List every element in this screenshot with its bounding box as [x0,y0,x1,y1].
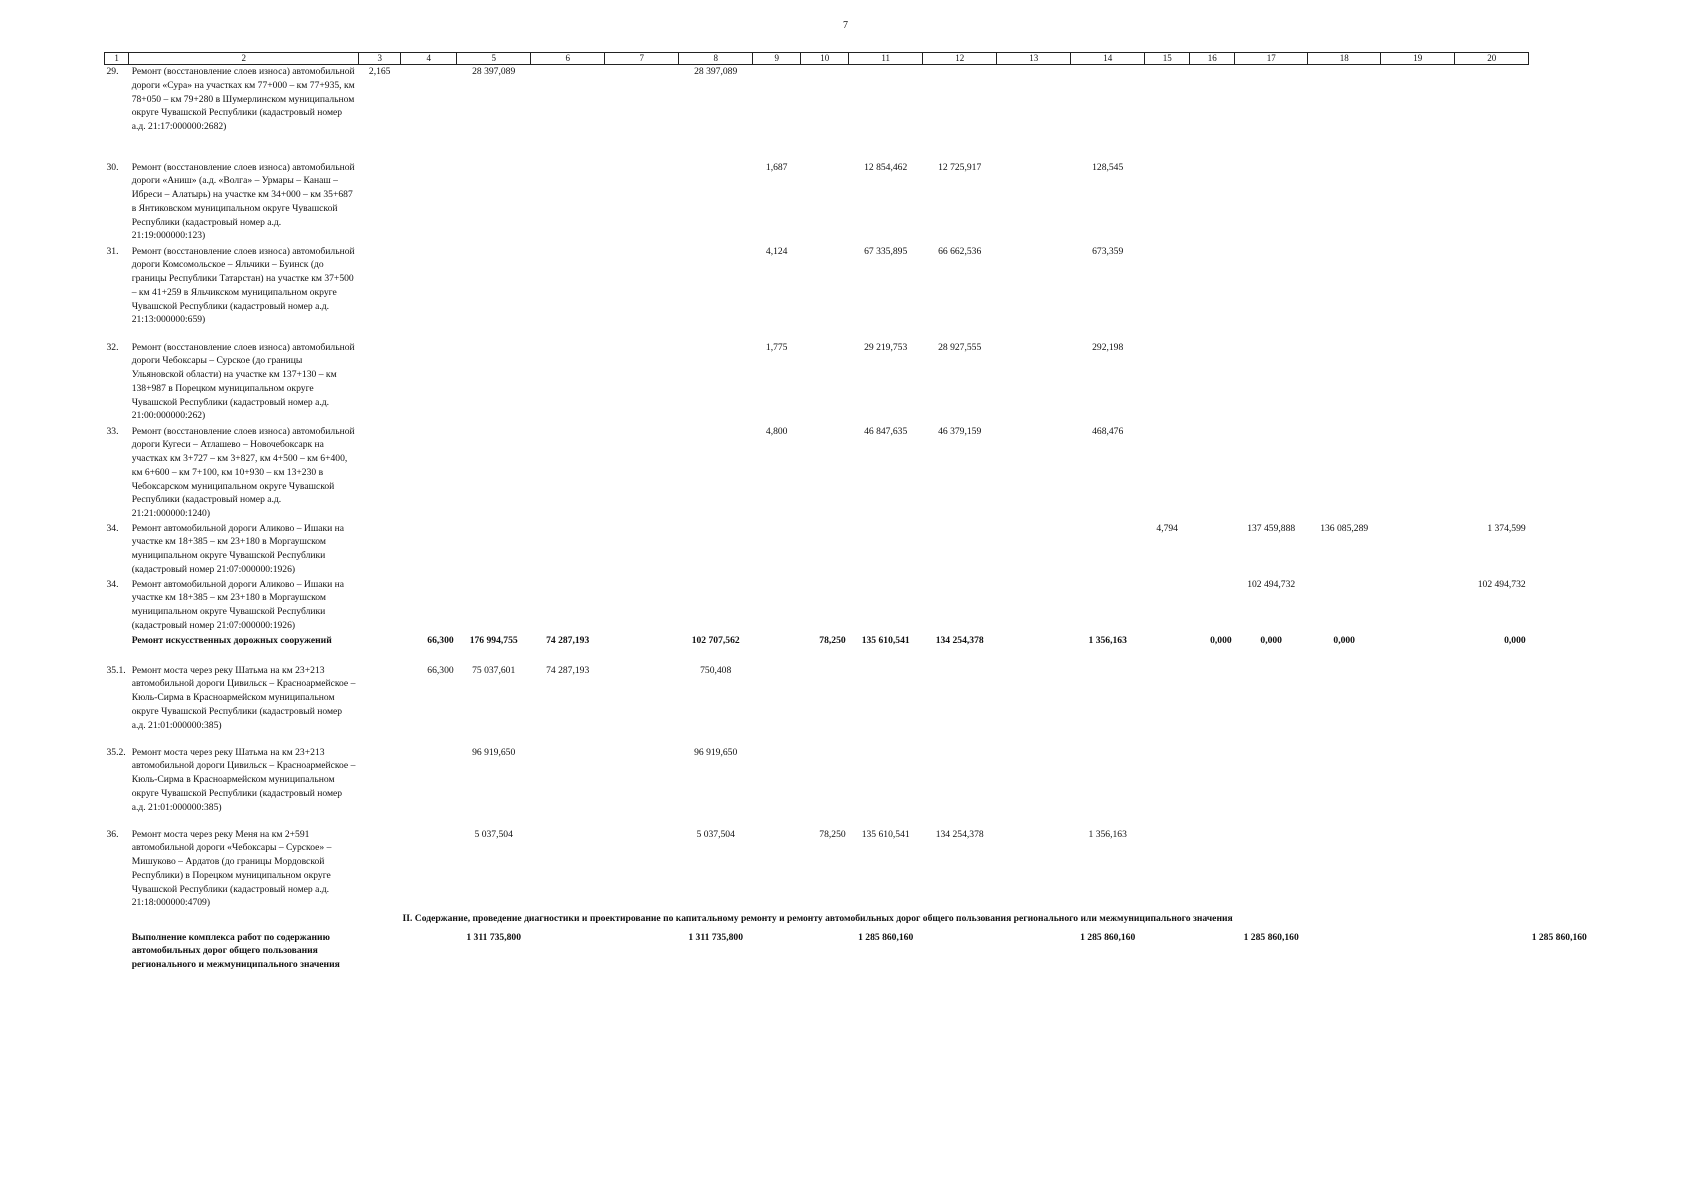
header-cell: 16 [1190,53,1235,65]
value-cell [531,65,605,161]
value-cell [1529,522,1590,578]
value-cell: 0,000 [1504,634,1526,646]
value-cell [1455,161,1529,245]
value-cell [605,245,679,341]
value-cell: 4,124 [765,245,788,257]
value-cell: 1 285 860,160 [1531,931,1587,943]
value-cell [1381,425,1455,522]
value-cell: 1 311 735,800 [466,931,521,943]
header-cell: 4 [401,53,457,65]
row-description: Ремонт моста через реку Шатьма на км 23+213 автомобильной дороги Цивильск – Красноармейское – Кюль-Сирма в Красноармейском муниципальном округе Чувашской Республики (кадастровый номер а.д. 21:01:000000:385) [131,664,356,731]
value-cell [1308,664,1381,746]
value-cell: 1 285 860,160 [1243,931,1299,943]
value-cell [997,634,1071,664]
value-cell [401,746,457,828]
value-cell [1071,664,1145,746]
table-row [105,578,1590,634]
header-cell: 3 [359,53,401,65]
value-cell [531,425,605,522]
header-cell: 5 [457,53,531,65]
value-cell [849,65,923,161]
row-number: 30. [106,161,119,173]
value-cell [605,341,679,425]
value-cell [1071,65,1145,161]
value-cell: 5 037,504 [696,828,735,840]
value-cell [1190,341,1235,425]
value-cell [359,931,401,991]
value-cell [923,746,997,828]
value-cell [1529,65,1590,161]
table-row [105,341,1590,425]
value-cell: 137 459,888 [1247,522,1296,534]
header-cell: 6 [531,53,605,65]
value-cell [1381,245,1455,341]
value-cell [1529,746,1590,828]
value-cell [457,341,531,425]
subtotal-row [105,931,1590,991]
value-cell: 66,300 [427,664,454,676]
value-cell [1145,65,1190,161]
value-cell: 75 037,601 [472,664,516,676]
row-number: 34. [106,578,119,590]
value-cell [401,425,457,522]
value-cell: 74 287,193 [546,634,590,646]
header-cell: 12 [923,53,997,65]
value-cell: 78,250 [819,828,846,840]
table-body [105,53,1590,991]
value-cell [1455,425,1529,522]
value-cell [1190,746,1235,828]
value-cell [753,65,801,161]
value-cell [605,664,679,746]
header-cell: 9 [753,53,801,65]
value-cell [1381,931,1455,991]
value-cell [753,634,801,664]
value-cell [1145,161,1190,245]
row-number: 29. [106,66,119,77]
row-description: Выполнение комплекса работ по содержанию автомобильных дорог общего пользования регионального и межмуниципального значения [131,931,340,971]
value-cell: 102 707,562 [691,634,740,646]
value-cell: 67 335,895 [864,245,908,257]
value-cell [753,522,801,578]
value-cell [1235,746,1308,828]
value-cell [1235,425,1308,522]
value-cell [457,578,531,634]
row-number: 31. [106,245,119,257]
value-cell [849,664,923,746]
value-cell [679,578,753,634]
value-cell [1071,578,1145,634]
value-cell [401,65,457,161]
value-cell: 1 374,599 [1487,522,1526,534]
value-cell [1145,634,1190,664]
value-cell [1190,425,1235,522]
value-cell [1235,245,1308,341]
header-cell: 14 [1071,53,1145,65]
value-cell [1308,425,1381,522]
value-cell [1381,161,1455,245]
table-row [105,65,1590,161]
value-cell [1308,746,1381,828]
header-row [105,53,1590,65]
value-cell [457,161,531,245]
value-cell [531,245,605,341]
value-cell: 12 854,462 [864,161,908,173]
row-description: Ремонт искусственных дорожных сооружений [131,634,332,646]
value-cell: 128,545 [1092,161,1124,173]
value-cell: 102 494,732 [1247,578,1296,590]
value-cell [1381,578,1455,634]
table-row [105,161,1590,245]
value-cell [1455,245,1529,341]
value-cell: 46 379,159 [938,425,982,437]
value-cell: 66 662,536 [938,245,982,257]
value-cell [1381,341,1455,425]
value-cell [1529,828,1590,912]
value-cell [1145,828,1190,912]
value-cell [1529,341,1590,425]
header-cell: 20 [1455,53,1529,65]
header-cell: 10 [801,53,849,65]
value-cell [679,425,753,522]
value-cell [997,522,1071,578]
value-cell [1455,65,1529,161]
value-cell [1455,746,1529,828]
value-cell [359,746,401,828]
value-cell [1308,578,1381,634]
value-cell [753,664,801,746]
section-heading-row [105,912,1590,931]
value-cell [531,931,605,991]
value-cell [1071,746,1145,828]
value-cell [457,522,531,578]
value-cell [1190,664,1235,746]
value-cell [801,522,849,578]
value-cell: 673,359 [1092,245,1124,257]
value-cell [1381,522,1455,578]
value-cell [605,65,679,161]
value-cell: 1,775 [765,341,788,353]
value-cell [1529,245,1590,341]
row-number: 36. [106,828,119,840]
header-cell: 8 [679,53,753,65]
value-cell [1529,578,1590,634]
value-cell [1235,828,1308,912]
row-description: Ремонт моста через реку Меня на км 2+591 автомобильной дороги «Чебоксары – Сурское» – Мишуково – Ардатов (до границы Мордовской Республики) в Порецком муниципальном округе Чувашской Республики (кадастровый номер а.д. 21:18:000000:4709) [131,828,332,909]
header-cell: 15 [1145,53,1190,65]
value-cell [1190,245,1235,341]
row-number: 35.2. [106,746,126,758]
value-cell [1145,746,1190,828]
value-cell: 0,000 [1210,634,1232,646]
row-number: 32. [106,341,119,353]
value-cell: 12 725,917 [938,161,982,173]
value-cell: 29 219,753 [864,341,908,353]
value-cell [1381,828,1455,912]
table-row [105,425,1590,522]
value-cell [1235,341,1308,425]
value-cell: 46 847,635 [864,425,908,437]
value-cell [801,161,849,245]
value-cell [1381,634,1455,664]
value-cell [801,931,849,991]
value-cell [1381,746,1455,828]
value-cell: 750,408 [700,664,732,676]
row-number: 35.1. [106,664,126,676]
value-cell [1381,65,1455,161]
value-cell [401,341,457,425]
value-cell [1145,245,1190,341]
table-row [105,245,1590,341]
value-cell [849,746,923,828]
value-cell [1455,828,1529,912]
value-cell: 134 254,378 [935,634,984,646]
value-cell [401,522,457,578]
value-cell [359,245,401,341]
value-cell: 1 311 735,800 [688,931,743,943]
value-cell: 102 494,732 [1477,578,1526,590]
header-cell: 19 [1381,53,1455,65]
value-cell [1235,65,1308,161]
row-number: 34. [106,522,119,534]
value-cell [531,578,605,634]
row-description: Ремонт автомобильной дороги Аликово – Ишаки на участке км 18+385 – км 23+180 в Моргаушском муниципальном округе Чувашской Республики (кадастровый номер 21:07:000000:1926) [131,578,345,631]
row-number [105,634,129,664]
value-cell [997,828,1071,912]
value-cell: 135 610,541 [861,828,910,840]
value-cell [849,522,923,578]
value-cell [605,828,679,912]
value-cell: 1 356,163 [1088,828,1127,840]
row-description: Ремонт (восстановление слоев износа) автомобильной дороги Чебоксары – Сурское (до границы Ульяновской области) на участке км 137+130 – км 138+987 в Порецком муниципальном округе Чувашской Республики (кадастровый номер а.д. 21:00:000000:262) [131,341,355,422]
value-cell [605,522,679,578]
value-cell [1455,931,1529,991]
value-cell [1308,65,1381,161]
header-cell: 2 [129,53,359,65]
value-cell [801,746,849,828]
value-cell [1235,161,1308,245]
value-cell [801,425,849,522]
value-cell [1145,931,1190,991]
value-cell [753,828,801,912]
value-cell [605,634,679,664]
value-cell: 28 927,555 [938,341,982,353]
value-cell [1529,664,1590,746]
value-cell [997,65,1071,161]
value-cell [359,578,401,634]
value-cell [401,828,457,912]
value-cell: 4,800 [765,425,788,437]
value-cell [605,425,679,522]
value-cell [1190,161,1235,245]
value-cell [923,522,997,578]
value-cell [1529,161,1590,245]
table-row [105,522,1590,578]
value-cell [679,522,753,578]
value-cell: 0,000 [1333,634,1355,646]
value-cell: 468,476 [1092,425,1124,437]
value-cell [1145,664,1190,746]
value-cell [1235,664,1308,746]
value-cell: 134 254,378 [935,828,984,840]
value-cell [1071,522,1145,578]
row-description: Ремонт автомобильной дороги Аликово – Ишаки на участке км 18+385 – км 23+180 в Моргаушском муниципальном округе Чувашской Республики (кадастровый номер 21:07:000000:1926) [131,522,345,575]
value-cell [605,578,679,634]
value-cell [1190,65,1235,161]
value-cell [531,828,605,912]
value-cell [997,578,1071,634]
header-cell: 17 [1235,53,1308,65]
value-cell [605,746,679,828]
value-cell [359,634,401,664]
value-cell [923,578,997,634]
row-description: Ремонт (восстановление слоев износа) автомобильной дороги Комсомольское – Яльчики – Буинск (до границы Республики Татарстан) на участке км 37+500 – км 41+259 в Яльчикском муниципальном округе Чувашской Республики (кадастровый номер а.д. 21:13:000000:659) [131,245,355,326]
value-cell: 66,300 [427,634,454,646]
value-cell: 1,687 [765,161,788,173]
value-cell [923,664,997,746]
value-cell: 28 397,089 [694,66,738,77]
value-cell [401,578,457,634]
row-number: 33. [106,425,119,437]
value-cell [801,245,849,341]
value-cell: 176 994,755 [469,634,518,646]
value-cell [801,341,849,425]
value-cell [401,161,457,245]
value-cell [1190,828,1235,912]
value-cell [457,425,531,522]
value-cell [605,161,679,245]
value-cell: 5 037,504 [474,828,513,840]
value-cell: 1 285 860,160 [858,931,914,943]
value-cell [1145,425,1190,522]
row-number [105,931,129,991]
value-cell [1308,341,1381,425]
value-cell [359,664,401,746]
value-cell [1190,931,1235,991]
value-cell: 96 919,650 [694,746,738,758]
value-cell [1529,634,1590,664]
value-cell [753,746,801,828]
value-cell [801,578,849,634]
value-cell: 4,794 [1156,522,1178,534]
value-cell [1145,578,1190,634]
value-cell [849,578,923,634]
value-cell [1190,578,1235,634]
value-cell [997,245,1071,341]
value-cell: 1 356,163 [1088,634,1127,646]
row-description: Ремонт (восстановление слоев износа) автомобильной дороги «Аниш» (а.д. «Волга» – Урмары – Канаш – Ибреси – Алатырь) на участке км 34+000 – км 35+687 в Янтиковском муниципальном округе Чувашской Республики (кадастровый номер а.д. 21:19:000000:123) [131,161,355,242]
value-cell [457,245,531,341]
value-cell [359,828,401,912]
value-cell [753,931,801,991]
value-cell: 96 919,650 [472,746,516,758]
value-cell [401,245,457,341]
value-cell [679,341,753,425]
value-cell [679,161,753,245]
value-cell [359,341,401,425]
page-number: 7 [843,20,848,31]
value-cell [359,425,401,522]
value-cell [801,65,849,161]
value-cell: 1 285 860,160 [1080,931,1136,943]
table-row [105,746,1590,828]
value-cell: 135 610,541 [861,634,910,646]
row-description: Ремонт моста через реку Шатьма на км 23+213 автомобильной дороги Цивильск – Красноармейское – Кюль-Сирма в Красноармейском муниципальном округе Чувашской Республики (кадастровый номер а.д. 21:01:000000:385) [131,746,356,813]
table-row [105,828,1590,912]
value-cell [1145,341,1190,425]
value-cell [401,931,457,991]
value-cell [531,746,605,828]
value-cell [531,161,605,245]
value-cell [359,522,401,578]
header-cell: 13 [997,53,1071,65]
budget-table [104,52,1590,991]
value-cell [1308,161,1381,245]
header-cell: 1 [105,53,129,65]
value-cell [1190,522,1235,578]
value-cell [1308,245,1381,341]
value-cell: 78,250 [819,634,846,646]
table-row [105,664,1590,746]
header-cell: 11 [849,53,923,65]
value-cell [997,161,1071,245]
value-cell [923,65,997,161]
value-cell [801,664,849,746]
section-heading: II. Содержание, проведение диагностики и проектирование по капитальному ремонту и ремонту автомобильных дорог общего пользования регионального или межмуниципального значения [402,912,1233,924]
value-cell [997,341,1071,425]
row-description: Ремонт (восстановление слоев износа) автомобильной дороги Кугеси – Атлашево – Новочебоксарк на участках км 3+727 – км 3+827, км 4+500 – км 6+400, км 6+600 – км 7+100, км 10+930 – км 13+230 в Чебоксарском муниципальном округе Чувашской Республики (кадастровый номер а.д. 21:21:000000:1240) [131,425,355,520]
value-cell [531,522,605,578]
value-cell: 292,198 [1092,341,1124,353]
value-cell [1455,664,1529,746]
value-cell [605,931,679,991]
value-cell [997,746,1071,828]
value-cell [997,931,1071,991]
value-cell [531,341,605,425]
value-cell: 136 085,289 [1320,522,1369,534]
value-cell [753,578,801,634]
value-cell [1455,341,1529,425]
value-cell: 74 287,193 [546,664,590,676]
value-cell [1381,664,1455,746]
value-cell [923,931,997,991]
value-cell [1529,425,1590,522]
value-cell [997,425,1071,522]
value-cell [1308,828,1381,912]
header-cell: 18 [1308,53,1381,65]
row-description: Ремонт (восстановление слоев износа) автомобильной дороги «Сура» на участках км 77+000 – км 77+935, км 78+050 – км 79+280 в Шумерлинском муниципальном округе Чувашской Республики (кадастровый номер а.д. 21:17:000000:2682) [131,66,355,133]
subtotal-row [105,634,1590,664]
value-cell: 28 397,089 [472,66,516,77]
value-cell [359,161,401,245]
value-cell [679,245,753,341]
header-cell: 7 [605,53,679,65]
value-cell: 2,165 [368,66,391,77]
value-cell [1308,931,1381,991]
value-cell: 0,000 [1260,634,1282,646]
value-cell [997,664,1071,746]
